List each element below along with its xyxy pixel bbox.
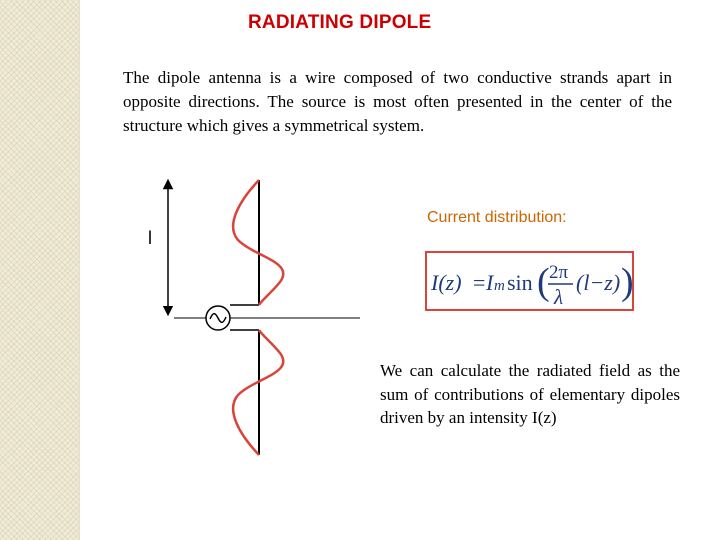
formula-function: sin <box>507 270 533 295</box>
formula-graphic <box>427 253 636 313</box>
formula-numerator: 2π <box>549 262 569 283</box>
field-explanation: We can calculate the radiated field as the sum of contributions of elementary dipoles driven by an intensity I(z) <box>380 361 680 427</box>
formula-close-paren: ) <box>621 261 634 303</box>
length-label: l <box>148 228 152 248</box>
intro-paragraph: The dipole antenna is a wire composed of two conductive strands apart in opposite directions. The source is most often presented in the center of the structure which gives a symmetrical system. <box>123 68 672 135</box>
formula-equals: = <box>473 270 486 295</box>
formula-amplitude-subscript: m <box>494 278 505 294</box>
current-distribution-label: Current distribution: <box>427 209 567 226</box>
formula-argument: (l−z) <box>576 270 621 295</box>
formula-open-paren: ( <box>537 261 550 303</box>
ac-source-icon <box>206 306 230 330</box>
formula-lhs: I(z) <box>431 270 462 295</box>
formula-denominator: λ <box>554 285 564 309</box>
formula-amplitude: I <box>486 270 494 295</box>
current-formula <box>425 251 634 311</box>
slide-title: RADIATING DIPOLE <box>248 12 432 33</box>
